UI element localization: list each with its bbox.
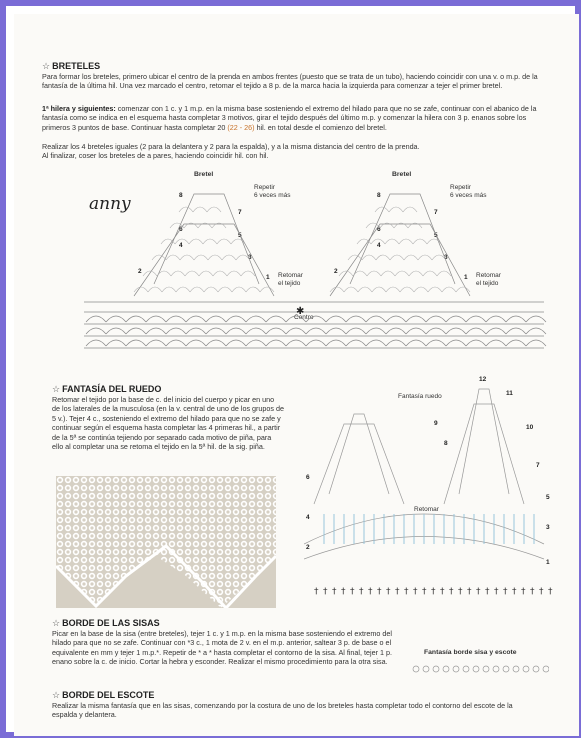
row-number-8: 8 xyxy=(179,192,183,199)
breteles-paragraph-2: 1ª hilera y siguientes: comenzar con 1 c. y 1 m.p. en la misma base sosteniendo el extremo del hilado para que no se zafe, continuar con el abanico de la fantasía como se indica en el esquema hasta completar 3 motivos, girar el tejido después del último m.p. y comenzar la hilera con 3 p. enanos sobre los primeros 3 puntos de base. Continuar hasta completar 20 (22 - 26) hil. en total desde el comienzo del bretel. xyxy=(42,104,537,132)
row-number-1b: 1 xyxy=(464,274,468,281)
svg-text:†: † xyxy=(503,587,508,597)
svg-text:†: † xyxy=(431,587,436,597)
signature-anny: anny xyxy=(89,194,131,214)
svg-text:†: † xyxy=(467,587,472,597)
row-number-9: 9 xyxy=(434,420,438,427)
centro-label: Centro xyxy=(294,314,314,321)
row-number-4c: 4 xyxy=(306,514,310,521)
row-number-3c: 3 xyxy=(546,524,550,531)
el-tejido-label-2: el tejido xyxy=(476,280,499,287)
row-number-6: 6 xyxy=(179,226,183,233)
svg-text:†: † xyxy=(521,587,526,597)
row-number-5: 5 xyxy=(238,232,242,239)
breteles-intro: Para formar los breteles, primero ubicar el centro de la prenda en ambos frentes (puesto que se trata de un tubo), haciendo coincidir con una v. o m.p. de la fantasía de la última hil. Una vez marcado el centro, retomar el tejido a 8 p. de la marca hacia la izquierda para comenzar a tejer el primer bretel. xyxy=(42,72,538,91)
svg-text:†: † xyxy=(413,587,418,597)
svg-text:†: † xyxy=(530,587,535,597)
row-number-3b: 3 xyxy=(444,254,448,261)
row-number-6b: 6 xyxy=(377,226,381,233)
row-number-10: 10 xyxy=(526,424,534,431)
el-tejido-label-1: el tejido xyxy=(278,280,301,287)
svg-text:†: † xyxy=(395,587,400,597)
retomar-label-3: Retomar xyxy=(414,506,439,513)
row-number-4b: 4 xyxy=(377,242,381,249)
star-icon: ☆ xyxy=(42,61,51,71)
fantasia-ruedo-label: Fantasía ruedo xyxy=(398,393,442,400)
svg-text:†: † xyxy=(377,587,382,597)
escote-body: Realizar la misma fantasía que en las sisas, comenzando por la costura de uno de los breteles hasta completar todo el contorno del escote de la espalda y delantera. xyxy=(52,701,513,720)
row-number-2b: 2 xyxy=(334,268,338,275)
star-icon: ☆ xyxy=(52,384,61,394)
star-icon: ☆ xyxy=(52,690,61,700)
lace-photo xyxy=(56,476,276,608)
veces-label-right: 6 veces más xyxy=(450,192,487,199)
row-number-7: 7 xyxy=(238,209,242,216)
row-number-2c: 2 xyxy=(306,544,310,551)
row-number-1: 1 xyxy=(266,274,270,281)
row-number-1c: 1 xyxy=(546,559,550,566)
svg-text:†: † xyxy=(314,587,319,597)
star-icon: ☆ xyxy=(52,618,61,628)
breteles-paragraph-3: Realizar los 4 breteles iguales (2 para la delantera y 2 para la espalda), y a la misma distancia del centro de la prenda. xyxy=(42,142,420,151)
fantasia-heading: ☆ FANTASÍA DEL RUEDO xyxy=(52,384,162,394)
row-number-5b: 5 xyxy=(434,232,438,239)
fantasia-body: Retomar el tejido por la base de c. del inicio del cuerpo y picar en uno de los laterales de la musculosa (en la v. central de uno de los grupos de 5 v.). Tejer 4 c., sosteniendo el extremo del hilado para que no se zafe y continuar según el esquema hasta completar las 4 primeras hil., a partir de la 5ª se continúa tejiendo por separado cada motivo de piña, para ello al completar una se retoma el tejido en la 5ª hil. de la sig. piña. xyxy=(52,395,284,452)
svg-text:†: † xyxy=(548,587,553,597)
repetir-label-right: Repetir xyxy=(450,184,471,191)
svg-text:†: † xyxy=(440,587,445,597)
svg-text:†: † xyxy=(494,587,499,597)
row-number-2: 2 xyxy=(138,268,142,275)
escote-heading: ☆ BORDE DEL ESCOTE xyxy=(52,690,155,700)
svg-text:†: † xyxy=(476,587,481,597)
svg-text:†: † xyxy=(341,587,346,597)
sisas-body: Picar en la base de la sisa (entre breteles), tejer 1 c. y 1 m.p. en la misma base sosteniendo el extremo del hilado para que no se zafe. Continuar con *3 c., 1 mota de 2 v. en el m.p. anterior, saltear 3 p. de base o el equivalente en mm y tejer 1 m.p.*. Repetir de * a * hasta completar el contorno de la sisa. Al final, tejer 1 p. enano sobre la c. de inicio. Cortar la hebra y esconder. Realizar el mismo procedimiento para la otra sisa. xyxy=(52,629,392,667)
row-number-3: 3 xyxy=(248,254,252,261)
row-number-11: 11 xyxy=(506,390,513,397)
svg-text:†: † xyxy=(449,587,454,597)
row-number-8c: 8 xyxy=(444,440,448,447)
lace-photo-pattern xyxy=(56,476,276,608)
svg-text:†: † xyxy=(332,587,337,597)
sisas-heading: ☆ BORDE DE LAS SISAS xyxy=(52,618,160,628)
borde-sisa-label: Fantasía borde sisa y escote xyxy=(424,649,517,656)
fantasia-ruedo-diagram xyxy=(304,384,554,599)
svg-text:†: † xyxy=(512,587,517,597)
row-number-5c: 5 xyxy=(546,494,550,501)
row-number-12: 12 xyxy=(479,376,487,383)
svg-text:†: † xyxy=(485,587,490,597)
svg-text:†: † xyxy=(350,587,355,597)
row-number-6c: 6 xyxy=(306,474,310,481)
document-page xyxy=(14,14,579,736)
row-number-4: 4 xyxy=(179,242,183,249)
row-number-7c: 7 xyxy=(536,462,540,469)
breteles-crochet-diagram xyxy=(74,174,554,374)
borde-sisa-diagram xyxy=(409,662,549,676)
svg-text:†: † xyxy=(368,587,373,597)
repetir-label-left: Repetir xyxy=(254,184,275,191)
row-number-8b: 8 xyxy=(377,192,381,199)
breteles-heading: ☆ BRETELES xyxy=(42,61,101,71)
svg-text:✱: ✱ xyxy=(296,306,305,317)
svg-text:†: † xyxy=(458,587,463,597)
veces-label-left: 6 veces más xyxy=(254,192,291,199)
row-number-7b: 7 xyxy=(434,209,438,216)
svg-text:†: † xyxy=(404,587,409,597)
bretel-label-right: Bretel xyxy=(392,171,412,178)
svg-text:†: † xyxy=(359,587,364,597)
bretel-label-left: Bretel xyxy=(194,171,214,178)
retomar-label-1: Retomar xyxy=(278,272,303,279)
svg-text:†: † xyxy=(539,587,544,597)
svg-text:†: † xyxy=(386,587,391,597)
breteles-paragraph-4: Al finalizar, coser los breteles de a pares, haciendo coincidir hil. con hil. xyxy=(42,151,269,160)
svg-text:†: † xyxy=(422,587,427,597)
svg-text:†: † xyxy=(323,587,328,597)
retomar-label-2: Retomar xyxy=(476,272,501,279)
